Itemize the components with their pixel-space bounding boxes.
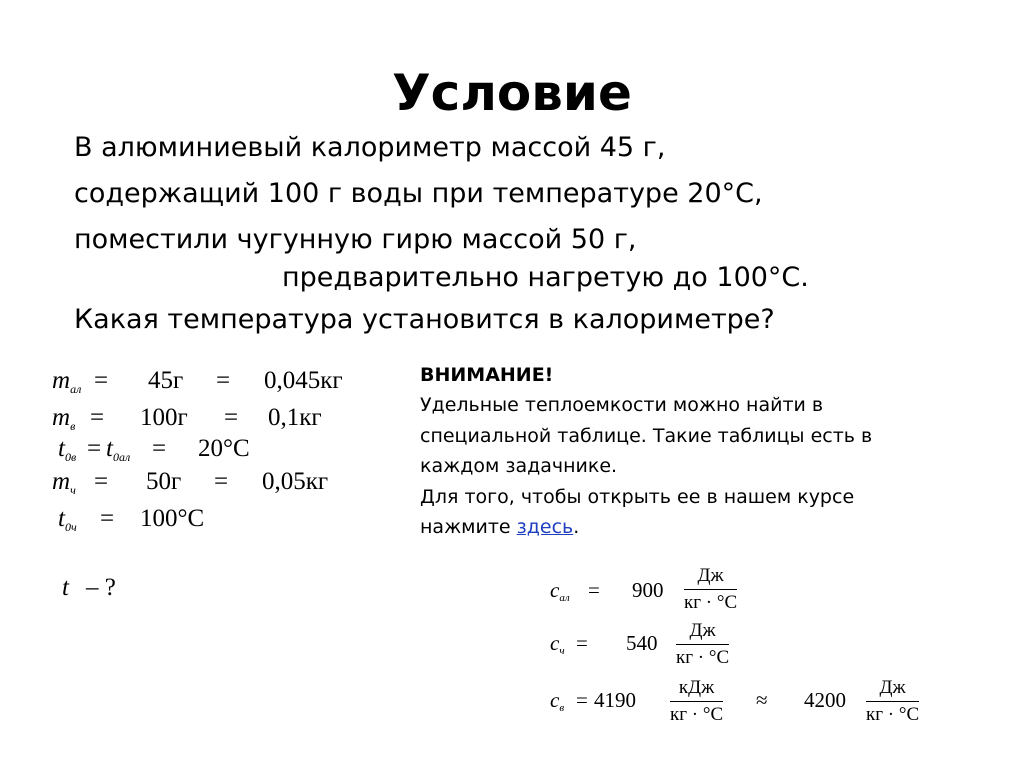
capacity-iron-unit: Дж кг · °С (676, 620, 730, 668)
given-unknown: t – ? (62, 574, 116, 601)
capacity-aluminum-unit: Дж кг · °С (684, 565, 738, 613)
note-line: Удельные теплоемкости можно найти в (420, 394, 824, 416)
capacity-aluminum: $c_{ал}$ = 900 (550, 578, 664, 604)
slide-title: Условие (392, 64, 632, 122)
table-link[interactable]: здесь (516, 516, 574, 538)
note-heading: ВНИМАНИЕ! (420, 364, 554, 386)
capacity-water-unit-j: Дж кг · °С (866, 677, 920, 725)
capacity-water: $c_в$ = 4190 ≈ 4200 (550, 688, 846, 714)
problem-line: Какая температура установится в калориметре? (74, 304, 775, 335)
given-mass-aluminum: $m_{ал}$ = 45г = 0,045кг (52, 367, 343, 396)
note-line: каждом задачнике. (420, 455, 618, 477)
problem-line: В алюминиевый калориметр массой 45 г, (74, 132, 666, 163)
problem-line: поместили чугунную гирю массой 50 г, (74, 224, 637, 255)
capacity-water-unit-kj: кДж кг · °С (670, 677, 724, 725)
problem-line: предварительно нагретую до 100°С. (282, 262, 809, 293)
capacity-iron: $c_ч$ = 540 (550, 631, 658, 657)
note-line-with-link: нажмите здесь. (420, 516, 580, 538)
given-initial-temperature: $t_{0в}$ = $t_{0ал}$ = 20°C (58, 435, 250, 464)
given-mass-iron: $m_ч$ = 50г = 0,05кг (52, 468, 329, 497)
problem-line: содержащий 100 г воды при температуре 20°С, (74, 178, 763, 209)
note-line: Для того, чтобы открыть ее в нашем курсе (420, 486, 855, 508)
given-iron-temperature: $t_{0ч}$ = 100°C (58, 505, 205, 534)
note-line: специальной таблице. Такие таблицы есть в (420, 425, 873, 447)
given-mass-water: $m_в$ = 100г = 0,1кг (52, 404, 322, 433)
